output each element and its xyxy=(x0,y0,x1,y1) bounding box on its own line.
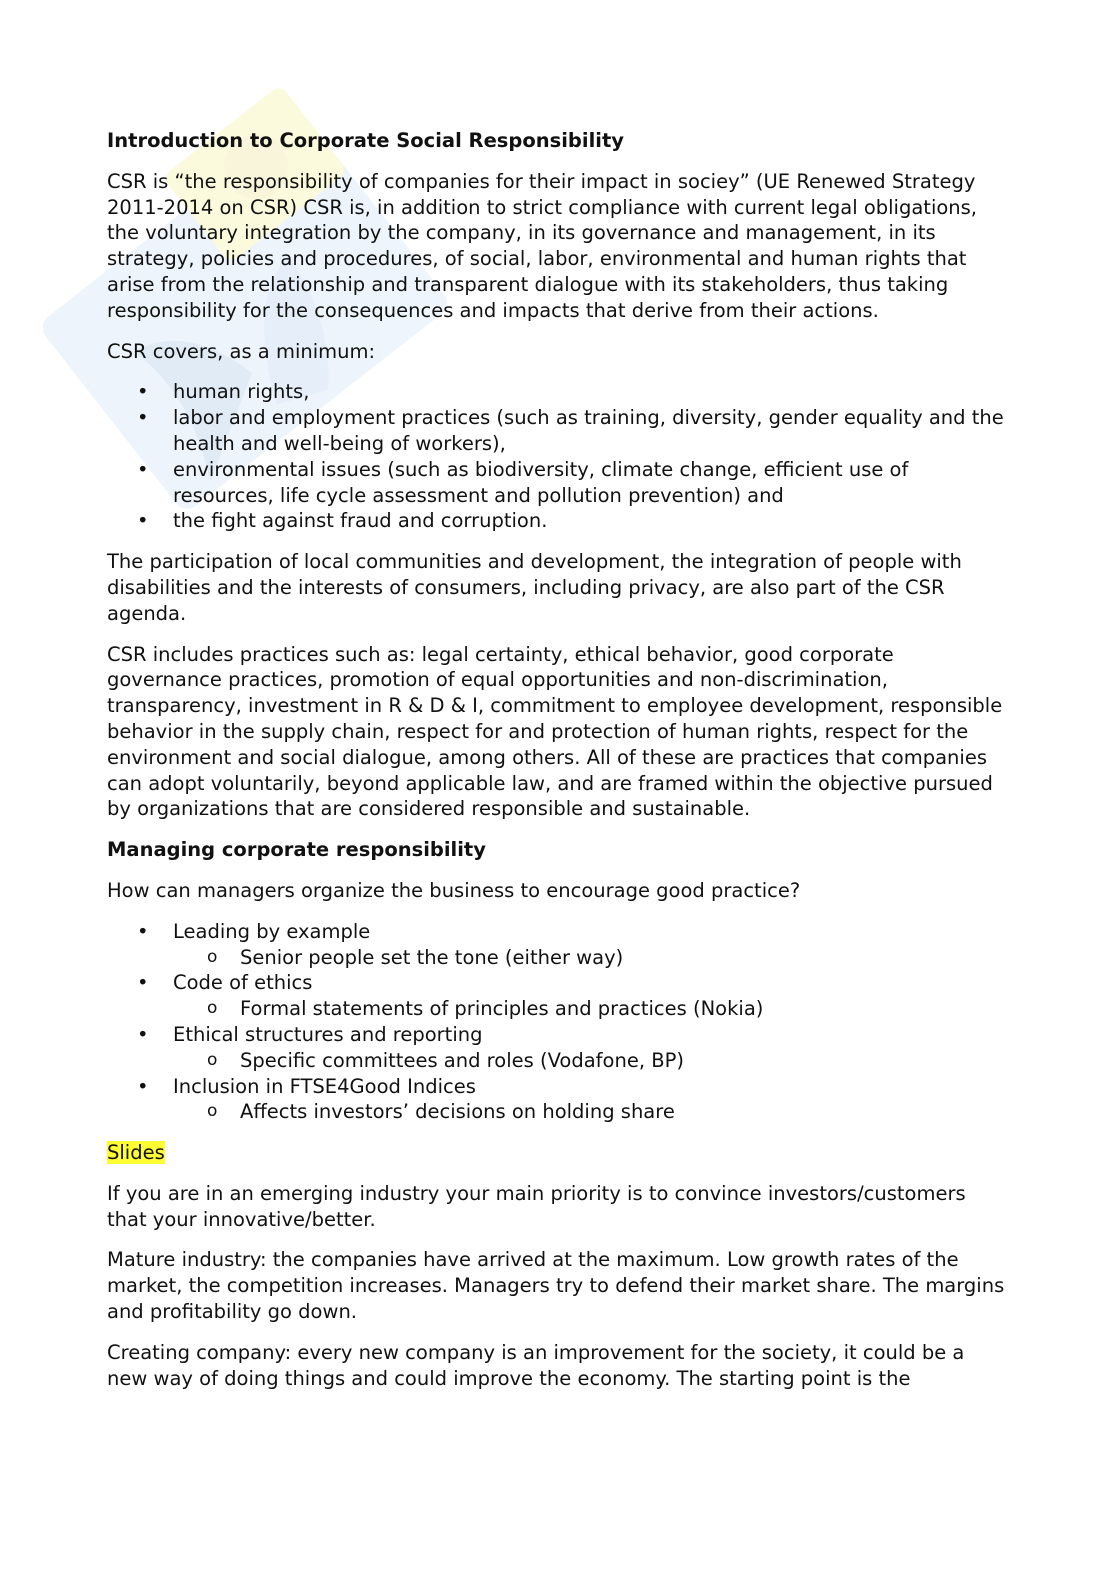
sub-list-item: o Formal statements of principles and practices (Nokia) xyxy=(173,996,1007,1022)
managing-practices-list xyxy=(107,919,1007,1125)
list-item-label: Inclusion in FTSE4Good Indices xyxy=(173,1074,476,1098)
paragraph-csr-practices: CSR includes practices such as: legal certainty, ethical behavior, good corporate governance practices, promotion of equal opportunities and non-discrimination, transparency, investment in R & D & I, commitment to employee development, responsible behavior in the supply chain, respect for and protection of human rights, respect for the environment and social dialogue, among others. All of these are practices that companies can adopt voluntarily, beyond applicable law, and are framed within the objective pursued by organizations that are considered responsible and sustainable. xyxy=(107,642,1003,821)
sub-list-item: o Senior people set the tone (either way) xyxy=(173,945,1007,971)
list-item-label: Code of ethics xyxy=(173,971,313,995)
heading-managing-responsibility: Managing corporate responsibility xyxy=(107,838,486,862)
list-item xyxy=(107,919,1007,971)
paragraph-csr-agenda: The participation of local communities and development, the integration of people with disabilities and the interests of consumers, including privacy, are also part of the CSR agenda. xyxy=(107,550,962,625)
slides-label-paragraph xyxy=(107,1140,1007,1166)
list-item-label: Leading by example xyxy=(173,919,371,943)
paragraph-csr-covers: CSR covers, as a minimum: xyxy=(107,339,376,363)
sub-list xyxy=(173,1099,1007,1125)
list-item xyxy=(107,1074,1007,1126)
document-page xyxy=(107,128,1007,1406)
sub-list xyxy=(173,945,1007,971)
sub-list xyxy=(173,996,1007,1022)
heading-intro-csr: Introduction to Corporate Social Responsibility xyxy=(107,129,624,152)
sub-list xyxy=(173,1048,1007,1074)
list-item xyxy=(107,1022,1007,1074)
sub-list-item: o Affects investors’ decisions on holding share xyxy=(173,1099,1007,1125)
list-item-label: Ethical structures and reporting xyxy=(173,1022,483,1046)
list-item: • environmental issues (such as biodiversity, climate change, efficient use of resources, life cycle assessment and pollution prevention) and xyxy=(107,457,1007,509)
csr-coverage-list xyxy=(107,379,1007,534)
paragraph-creating-company: Creating company: every new company is an improvement for the society, it could be a new way of doing things and could improve the economy. The starting point is the xyxy=(107,1340,965,1390)
paragraph-mature-industry: Mature industry: the companies have arrived at the maximum. Low growth rates of the market, the competition increases. Managers try to defend their market share. The margins and profitability go down. xyxy=(107,1248,1005,1324)
highlighted-slides-label: Slides xyxy=(107,1141,165,1165)
list-item: • human rights, xyxy=(107,379,1007,405)
paragraph-managers-question: How can managers organize the business to encourage good practice? xyxy=(107,878,801,902)
paragraph-csr-definition: CSR is “the responsibility of companies for their impact in sociey” (UE Renewed Strategy 2011-2014 on CSR) CSR is, in addition to strict compliance with current legal obligations, the voluntary integration by the company, in its governance and management, in its strategy, policies and procedures, of social, labor, environmental and human rights that arise from the relationship and transparent dialogue with its stakeholders, thus taking responsibility for the consequences and impacts that derive from their actions. xyxy=(107,169,978,322)
paragraph-emerging-industry: If you are in an emerging industry your main priority is to convince investors/customers that your innovative/better. xyxy=(107,1181,966,1231)
sub-list-item: o Specific committees and roles (Vodafone, BP) xyxy=(173,1048,1007,1074)
list-item: • labor and employment practices (such as training, diversity, gender equality and the health and well-being of workers), xyxy=(107,405,1007,457)
list-item xyxy=(107,970,1007,1022)
list-item: • the fight against fraud and corruption. xyxy=(107,508,1007,534)
